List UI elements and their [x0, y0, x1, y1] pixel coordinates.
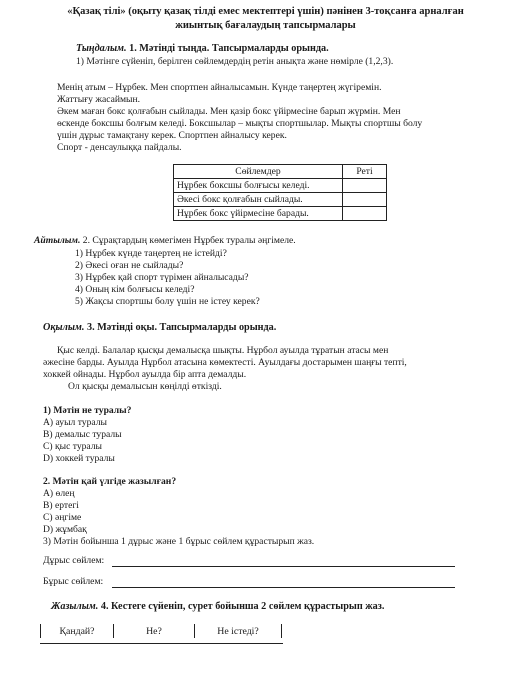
speaking-question: 2) Әкесі оған не сыйлады?	[75, 260, 184, 271]
reading-question-1: 1) Мәтін не туралы?	[43, 405, 132, 416]
answer-option[interactable]: А) өлең	[43, 488, 75, 499]
reading-question-2: 2. Мәтін қай үлгіде жазылған?	[43, 476, 177, 487]
listening-text-line: үшін дұрыс тамақтану керек. Спортпен айналысу керек.	[57, 130, 287, 141]
writing-table-bottom-border	[40, 643, 283, 644]
speaking-question: 3) Нұрбек қай спорт түрімен айналысады?	[75, 272, 249, 283]
reading-text-line: Қыс келді. Балалар қысқы демалысқа шықты. Нұрбол ауылда тұратын атасы мен	[57, 345, 389, 356]
writing-task: 4. Кестеге сүйеніп, сурет бойынша 2 сөйлем құрастырып жаз.	[98, 601, 385, 612]
table-row	[174, 207, 387, 221]
answer-option[interactable]: С) қыс туралы	[43, 441, 102, 452]
worksheet-title-line-1: «Қазақ тілі» (оқыту қазақ тілді емес мектептері үшін) пәнінен 3-тоқсанға арналған	[67, 6, 464, 17]
speaking-question: 1) Нұрбек күнде таңертең не істейді?	[75, 248, 227, 259]
table-cell-order[interactable]	[343, 207, 387, 221]
listening-text-line: Жаттығу жасаймын.	[57, 94, 141, 105]
speaking-label: Айтылым.	[34, 235, 81, 246]
column-header-what-kind: Қандай?	[41, 624, 114, 638]
table-header-row	[174, 165, 387, 179]
reading-task: 3. Мәтінді оқы. Тапсырмаларды орында.	[84, 322, 277, 333]
listening-text-line: Менің атым – Нұрбек. Мен спортпен айналысамын. Күнде таңертең жүгіремін.	[57, 82, 382, 93]
reading-heading	[43, 322, 276, 333]
sentence-order-table	[173, 164, 387, 221]
answer-option[interactable]: А) ауыл туралы	[43, 417, 107, 428]
speaking-question: 5) Жақсы спортшы болу үшін не істеу керек?	[75, 296, 260, 307]
correct-sentence-answer-line[interactable]	[112, 566, 455, 567]
wrong-sentence-answer-line[interactable]	[112, 587, 455, 588]
reading-text-line: әжесіне барды. Ауылда Нұрбол атасына көмектесті. Ауылдағы достарымен шаңғы тепті,	[43, 357, 407, 368]
reading-text-line: хоккей ойнады. Нұрбол ауылда бір апта демалды.	[43, 369, 247, 380]
table-header-row	[41, 624, 282, 638]
table-row	[174, 193, 387, 207]
table-cell-sentence: Нұрбек бокс үйірмесіне барады.	[174, 207, 343, 221]
writing-label: Жазылым.	[51, 601, 99, 612]
listening-heading	[76, 43, 329, 54]
speaking-question: 4) Оның кім болғысы келеді?	[75, 284, 195, 295]
reading-label: Оқылым.	[43, 322, 85, 333]
worksheet-title-line-2: жиынтық бағалаудың тапсырмалары	[175, 20, 356, 31]
table-cell-sentence: Әкесі бокс қолғабын сыйлады.	[174, 193, 343, 207]
reading-text-line: Ол қысқы демалысын көңілді өткізді.	[68, 381, 222, 392]
table-header-order: Реті	[343, 165, 387, 179]
answer-option[interactable]: D) жұмбақ	[43, 524, 87, 535]
listening-text-line: Спорт - денсаулыққа пайдалы.	[57, 142, 182, 153]
writing-columns-table	[40, 624, 282, 638]
reading-question-3: 3) Мәтін бойынша 1 дұрыс және 1 бұрыс сөйлем құрастырып жаз.	[43, 536, 315, 547]
answer-option[interactable]: В) демалыс туралы	[43, 429, 122, 440]
listening-text-line: өскенде боксшы болғым келеді. Боксшылар – мықты спортшылар. Мықты спортшы болу	[57, 118, 423, 129]
listening-text-line: Әкем маған бокс қолғабын сыйлады. Мен қазір бокс үйірмесіне барып жүрмін. Мен	[57, 106, 401, 117]
listening-instruction: 1) Мәтінге сүйеніп, берілген сөйлемдердің ретін анықта және нөмірле (1,2,3).	[76, 56, 394, 67]
listening-task: 1. Мәтінді тыңда. Тапсырмаларды орында.	[126, 43, 329, 54]
answer-option[interactable]: С) әңгіме	[43, 512, 82, 523]
correct-sentence-label: Дұрыс сөйлем:	[43, 555, 105, 566]
table-cell-order[interactable]	[343, 179, 387, 193]
table-row	[174, 179, 387, 193]
column-header-what-did: Не істеді?	[195, 624, 282, 638]
speaking-heading	[34, 235, 296, 246]
wrong-sentence-label: Бұрыс сөйлем:	[43, 576, 104, 587]
answer-option[interactable]: D) хоккей туралы	[43, 453, 115, 464]
table-header-sentences: Сөйлемдер	[174, 165, 343, 179]
table-cell-sentence: Нұрбек боксшы болғысы келеді.	[174, 179, 343, 193]
column-header-what: Не?	[114, 624, 195, 638]
listening-label: Тыңдалым.	[76, 43, 127, 54]
answer-option[interactable]: В) ертегі	[43, 500, 79, 511]
writing-heading	[51, 601, 384, 612]
table-cell-order[interactable]	[343, 193, 387, 207]
speaking-task: 2. Сұрақтардың көмегімен Нұрбек туралы әңгімеле.	[80, 235, 296, 246]
